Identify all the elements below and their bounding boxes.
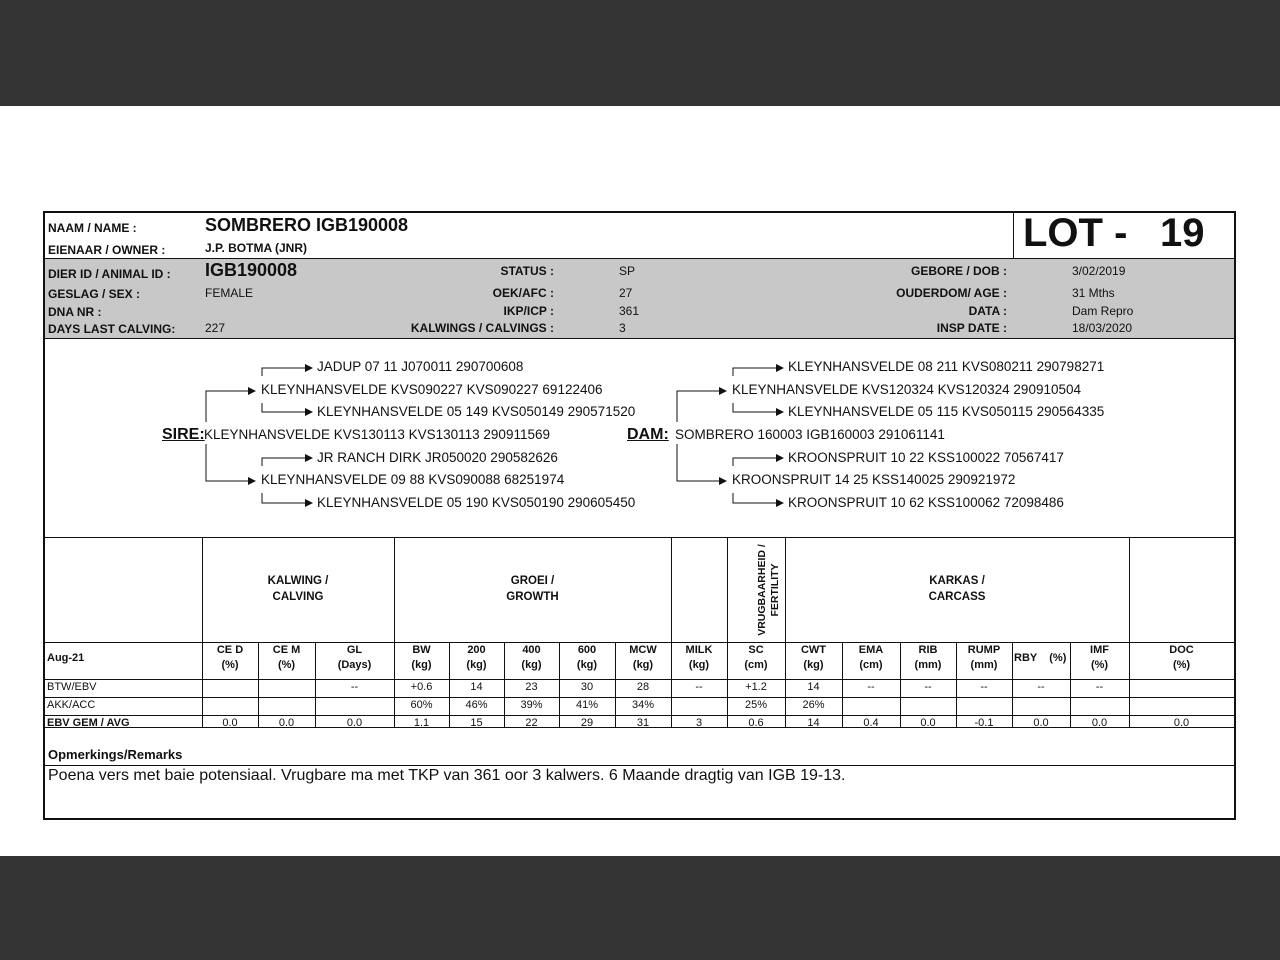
ebv-cell: 14 xyxy=(807,717,820,729)
days-last-calving-value: 227 xyxy=(205,321,226,335)
ebv-col-header-600: 600 (kg) xyxy=(576,644,598,671)
lot-number: 19 xyxy=(1160,211,1205,255)
remarks-label: Opmerkings/Remarks xyxy=(48,747,183,762)
ebv-cell: 0.6 xyxy=(748,717,764,729)
ebv-row-label: BTW/EBV xyxy=(47,681,97,693)
age-label: OUDERDOM/ AGE : xyxy=(896,286,1007,300)
ebv-col-header-mcw: MCW (kg) xyxy=(629,644,657,671)
ebv-cell: 28 xyxy=(636,681,650,693)
ebv-cell: 0.0 xyxy=(1091,717,1108,729)
dob-value: 3/02/2019 xyxy=(1072,264,1126,278)
ebv-cell: 25% xyxy=(744,699,768,711)
bottom-dark-bar xyxy=(0,856,1280,960)
name-label: NAAM / NAME : xyxy=(48,221,137,235)
ebv-cell: 34% xyxy=(631,699,655,711)
lot-card xyxy=(43,211,1236,820)
dna-label: DNA NR : xyxy=(48,305,102,319)
ebv-cell: -0.1 xyxy=(974,717,994,729)
ebv-col-header-doc: DOC (%) xyxy=(1169,644,1194,671)
dam-sire: KLEYNHANSVELDE KVS120324 KVS120324 290910504 xyxy=(732,382,1081,397)
ebv-cell: 14 xyxy=(470,681,483,693)
status-label: STATUS : xyxy=(500,264,554,278)
data-label: DATA : xyxy=(968,304,1007,318)
ebv-cell: -- xyxy=(695,681,703,693)
sire-sire-dam: KLEYNHANSVELDE 05 149 KVS050149 290571520 xyxy=(317,404,636,419)
ebv-group-calving: KALWING / CALVING xyxy=(267,575,329,603)
ebv-col-header-milk: MILK (kg) xyxy=(685,644,713,671)
ebv-group-line xyxy=(202,538,203,727)
ebv-cell: -- xyxy=(1095,681,1104,693)
ebv-group-line xyxy=(1129,538,1130,727)
ebv-cell: 22 xyxy=(525,717,538,729)
calvings-value: 3 xyxy=(619,321,626,335)
ebv-row-label: EBV GEM / AVG xyxy=(47,717,130,729)
ebv-cell: 0.0 xyxy=(346,717,363,729)
ebv-cell: 39% xyxy=(520,699,543,711)
dob-label: GEBORE / DOB : xyxy=(910,264,1007,278)
sire-name: KLEYNHANSVELDE KVS130113 KVS130113 290911569 xyxy=(204,427,550,442)
sire-dam-sire: JR RANCH DIRK JR050020 290582626 xyxy=(317,450,558,465)
insp-date-value: 18/03/2020 xyxy=(1072,321,1133,335)
ebv-group-carcass: KARKAS / CARCASS xyxy=(928,575,986,603)
ebv-cell: 0.0 xyxy=(1173,717,1190,729)
afc-label: OEK/AFC : xyxy=(492,286,554,300)
ebv-cell: 15 xyxy=(470,717,483,729)
ebv-col-header-cwt: CWT (kg) xyxy=(800,644,827,671)
ebv-cell: 3 xyxy=(695,717,703,729)
ebv-cell: 0.0 xyxy=(278,717,295,729)
ebv-col-header-ema: EMA (cm) xyxy=(858,644,884,671)
ebv-col-header-sc: SC (cm) xyxy=(744,644,768,671)
data-value: Dam Repro xyxy=(1072,304,1134,318)
ebv-col-header-ce-m: CE M (%) xyxy=(272,644,301,671)
ebv-col-header-imf: IMF (%) xyxy=(1090,644,1109,671)
ebv-col-header-200: 200 (kg) xyxy=(466,644,487,671)
ebv-cell: +1.2 xyxy=(745,681,767,693)
ebv-cell: 46% xyxy=(465,699,488,711)
dam-name: SOMBRERO 160003 IGB160003 291061141 xyxy=(675,427,945,442)
dam-dam: KROONSPRUIT 14 25 KSS140025 290921972 xyxy=(732,472,1016,487)
ebv-cell: 29 xyxy=(580,717,594,729)
ebv-cell: -- xyxy=(980,681,988,693)
ebv-cell: 26% xyxy=(802,699,825,711)
icp-value: 361 xyxy=(619,304,640,318)
status-value: SP xyxy=(619,264,636,278)
ebv-cell: 23 xyxy=(525,681,538,693)
owner-label: EIENAAR / OWNER : xyxy=(48,243,166,257)
ebv-period: Aug-21 xyxy=(47,652,85,664)
calvings-label: KALWINGS / CALVINGS : xyxy=(410,321,554,335)
sire-dam: KLEYNHANSVELDE 09 88 KVS090088 68251974 xyxy=(261,472,565,487)
ebv-group-line xyxy=(671,538,672,727)
sire-sire-sire: JADUP 07 11 J070011 290700608 xyxy=(317,359,524,374)
ebv-cell: 41% xyxy=(575,699,599,711)
lot-label: LOT - xyxy=(1023,211,1128,255)
icp-label: IKP/ICP : xyxy=(503,304,554,318)
ebv-group-fertility: VRUGBAARHEID / FERTILITY xyxy=(756,544,781,636)
dam-sire-dam: KLEYNHANSVELDE 05 115 KVS050115 290564335 xyxy=(788,404,1105,419)
ebv-cell: 0.4 xyxy=(863,717,879,729)
animal-id-value: IGB190008 xyxy=(205,260,298,280)
ebv-row-divider xyxy=(45,715,1234,716)
ebv-cell: 0.0 xyxy=(222,717,238,729)
owner-value: J.P. BOTMA (JNR) xyxy=(205,241,308,255)
sire-sire: KLEYNHANSVELDE KVS090227 KVS090227 69122406 xyxy=(261,382,603,397)
remarks-divider xyxy=(45,765,1234,766)
ebv-col-header-rump: RUMP (mm) xyxy=(967,644,1001,671)
ebv-col-header-bw: BW (kg) xyxy=(411,644,432,671)
ebv-cell: -- xyxy=(867,681,875,693)
pedigree-tree-lines xyxy=(45,213,1234,543)
remarks-text: Poena vers met baie potensiaal. Vrugbare ma met TKP van 361 oor 3 kalwers. 6 Maande dragtig van IGB 19-13. xyxy=(48,767,846,784)
ebv-cell: 0.0 xyxy=(1033,717,1049,729)
ebv-group-growth: GROEI / GROWTH xyxy=(506,575,559,603)
ebv-cell: -- xyxy=(1037,681,1045,693)
animal-id-label: DIER ID / ANIMAL ID : xyxy=(48,267,171,281)
sire-label: SIRE: xyxy=(162,426,205,443)
days-last-calving-label: DAYS LAST CALVING: xyxy=(48,322,176,336)
ebv-col-header-gl: GL (Days) xyxy=(337,644,372,671)
dam-dam-dam: KROONSPRUIT 10 62 KSS100062 72098486 xyxy=(788,495,1064,510)
animal-name: SOMBRERO IGB190008 xyxy=(205,215,409,235)
sex-value: FEMALE xyxy=(205,286,254,300)
insp-date-label: INSP DATE : xyxy=(936,321,1007,335)
ebv-col-header-400: 400 (kg) xyxy=(521,644,542,671)
ebv-col-header-ce-d: CE D (%) xyxy=(216,644,244,671)
dam-label: DAM: xyxy=(627,426,669,443)
age-value: 31 Mths xyxy=(1072,286,1115,300)
ebv-cell: 31 xyxy=(636,717,650,729)
ebv-col-header-rby: RBY (%) xyxy=(1014,652,1067,664)
ebv-col-header-rib: RIB (mm) xyxy=(914,644,942,671)
ebv-cell: 1.1 xyxy=(413,717,430,729)
ebv-cell: +0.6 xyxy=(410,681,433,693)
afc-value: 27 xyxy=(619,286,633,300)
ebv-cell: -- xyxy=(924,681,932,693)
ebv-row-label: AKK/ACC xyxy=(47,699,96,711)
ebv-cell: 30 xyxy=(580,681,594,693)
sex-label: GESLAG / SEX : xyxy=(48,287,141,301)
ebv-cell: 60% xyxy=(410,699,433,711)
dam-dam-sire: KROONSPRUIT 10 22 KSS100022 70567417 xyxy=(788,450,1064,465)
ebv-header-divider xyxy=(45,679,1234,680)
pedigree-divider xyxy=(45,537,1234,538)
sire-dam-dam: KLEYNHANSVELDE 05 190 KVS050190 290605450 xyxy=(317,495,636,510)
ebv-cell: 14 xyxy=(807,681,820,693)
ebv-cell: 0.0 xyxy=(920,717,936,729)
ebv-row-divider xyxy=(45,697,1234,698)
ebv-cell: -- xyxy=(350,681,359,693)
dam-sire-sire: KLEYNHANSVELDE 08 211 KVS080211 290798271 xyxy=(788,359,1105,374)
top-dark-bar xyxy=(0,0,1280,106)
